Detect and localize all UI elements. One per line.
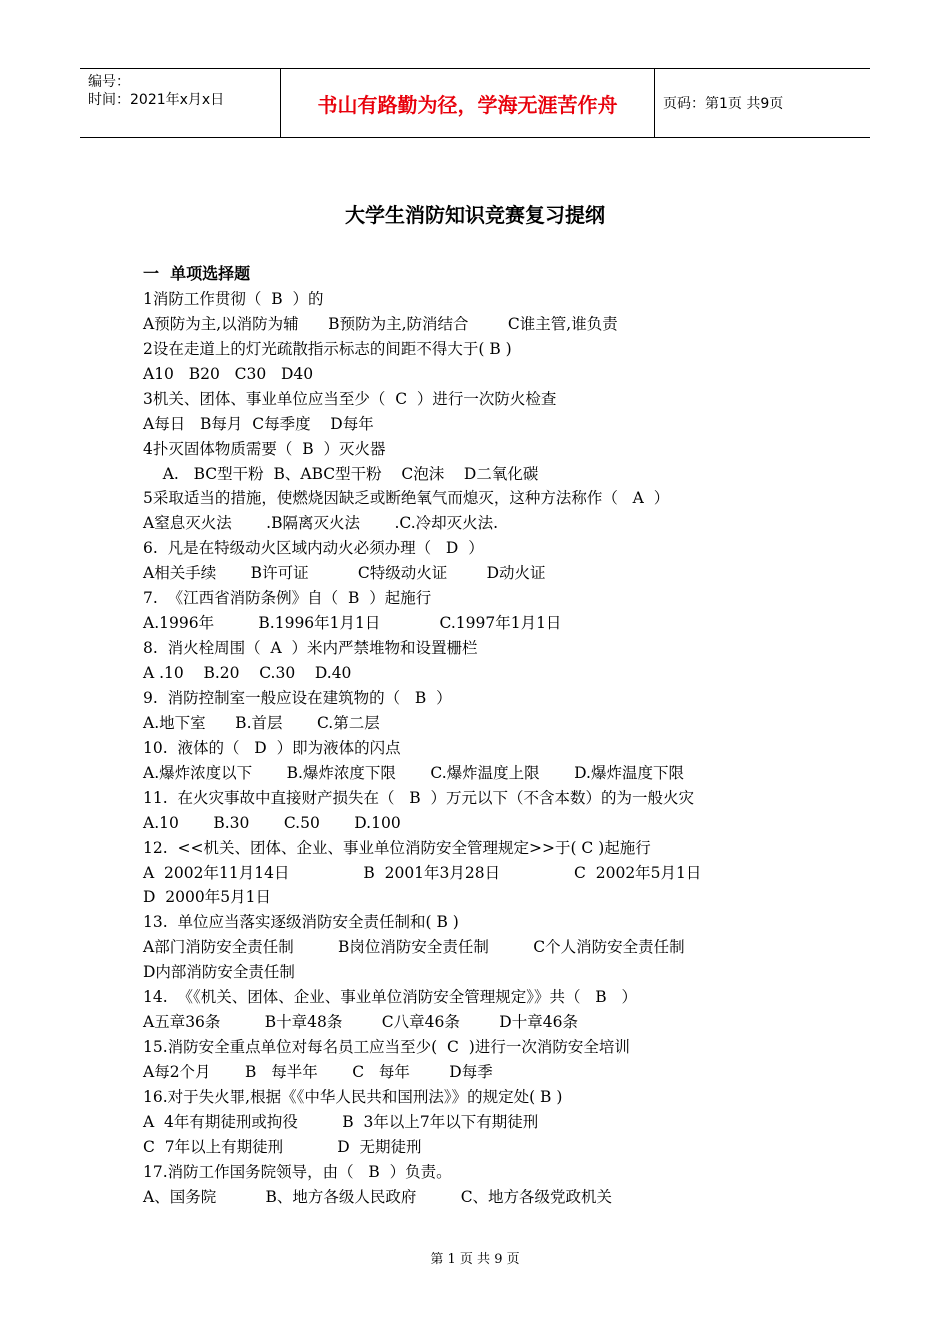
body-line: 1消防工作贯彻（ B ）的 <box>143 289 324 308</box>
page-header <box>80 68 870 138</box>
body-line: 6. 凡是在特级动火区域内动火必须办理（ D ） <box>143 539 484 558</box>
body-line: A部门消防安全责任制 B岗位消防安全责任制 C个人消防安全责任制 <box>143 938 685 957</box>
body-line: A.10 B.30 C.50 D.100 <box>143 813 401 832</box>
section-heading: 一 单项选择题 <box>143 264 251 283</box>
body-line: 9. 消防控制室一般应设在建筑物的（ B ） <box>143 688 452 707</box>
page-footer: 第 1 页 共 9 页 <box>430 1252 520 1267</box>
body-line: A预防为主,以消防为辅 B预防为主,防消结合 C谁主管,谁负责 <box>143 314 618 333</box>
header-meta <box>88 73 278 109</box>
body-line: A10 B20 C30 D40 <box>143 364 314 383</box>
body-line: A每2个月 B 每半年 C 每年 D每季 <box>143 1063 493 1081</box>
body-line: 4扑灭固体物质需要（ B ）灭火器 <box>143 439 386 458</box>
body-line: C 7年以上有期徒刑 D 无期徒刑 <box>143 1137 422 1156</box>
body-line: A.爆炸浓度以下 B.爆炸浓度下限 C.爆炸温度上限 D.爆炸温度下限 <box>143 763 684 782</box>
body-line: A.1996年 B.1996年1月1日 C.1997年1月1日 <box>143 614 562 633</box>
body-line: A五章36条 B十章48条 C八章46条 D十章46条 <box>143 1013 578 1032</box>
header-page-info: 页码：第1页 共9页 <box>663 96 784 112</box>
body-line: 16.对于失火罪,根据《《中华人民共和国刑法》》的规定处( B ) <box>143 1087 563 1106</box>
question-list <box>143 287 843 1210</box>
serial-label: 编号： <box>88 74 130 90</box>
body-line: 17.消防工作国务院领导，由（ B ）负责。 <box>143 1162 452 1181</box>
body-line: 11. 在火灾事故中直接财产损失在（ B ）万元以下（不含本数）的为一般火灾 <box>143 788 695 807</box>
body-line: 14. 《《机关、团体、企业、事业单位消防安全管理规定》》共（ B ） <box>143 988 637 1007</box>
header-divider <box>654 69 655 137</box>
body-line: D内部消防安全责任制 <box>143 963 295 982</box>
body-line: 5采取适当的措施，使燃烧因缺乏或断绝氧气而熄灭，这种方法称作（ A ） <box>143 489 670 508</box>
body-line: A 2002年11月14日 B 2001年3月28日 C 2002年5月1日 <box>143 863 702 882</box>
body-line: A. BC型干粉 B、ABC型干粉 C泡沫 D二氧化碳 <box>143 464 539 483</box>
body-line: 12. <<机关、团体、企业、事业单位消防安全管理规定>>于( C )起施行 <box>143 838 651 857</box>
body-line: A、国务院 B、地方各级人民政府 C、地方各级党政机关 <box>143 1187 613 1206</box>
body-line: 13. 单位应当落实逐级消防安全责任制和( B ) <box>143 913 459 932</box>
body-line: A窒息灭火法 .B隔离灭火法 .C.冷却灭火法. <box>143 514 499 533</box>
header-motto: 书山有路勤为径，学海无涯苦作舟 <box>317 92 618 117</box>
body-line: D 2000年5月1日 <box>143 888 271 907</box>
date-label: 时间：2021年x月x日 <box>88 92 225 108</box>
body-line: A相关手续 B许可证 C特级动火证 D动火证 <box>143 564 546 583</box>
body-line: 15.消防安全重点单位对每名员工应当至少( C )进行一次消防安全培训 <box>143 1038 630 1057</box>
document-body <box>143 262 843 1210</box>
body-line: 10. 液体的（ D ）即为液体的闪点 <box>143 738 401 757</box>
body-line: A .10 B.20 C.30 D.40 <box>143 664 352 682</box>
body-line: A 4年有期徒刑或拘役 B 3年以上7年以下有期徒刑 <box>143 1112 539 1131</box>
document-title: 大学生消防知识竞赛复习提纲 <box>345 203 605 227</box>
body-line: 8. 消火栓周围（ A ）米内严禁堆物和设置栅栏 <box>143 639 478 658</box>
body-line: 7. 《江西省消防条例》自（ B ）起施行 <box>143 589 432 608</box>
body-line: 2设在走道上的灯光疏散指示标志的间距不得大于( B ) <box>143 339 512 358</box>
body-line: 3机关、团体、事业单位应当至少（ C ）进行一次防火检查 <box>143 389 557 408</box>
body-line: A.地下室 B.首层 C.第二层 <box>143 713 380 732</box>
body-line: A每日 B每月 C每季度 D每年 <box>143 414 374 433</box>
